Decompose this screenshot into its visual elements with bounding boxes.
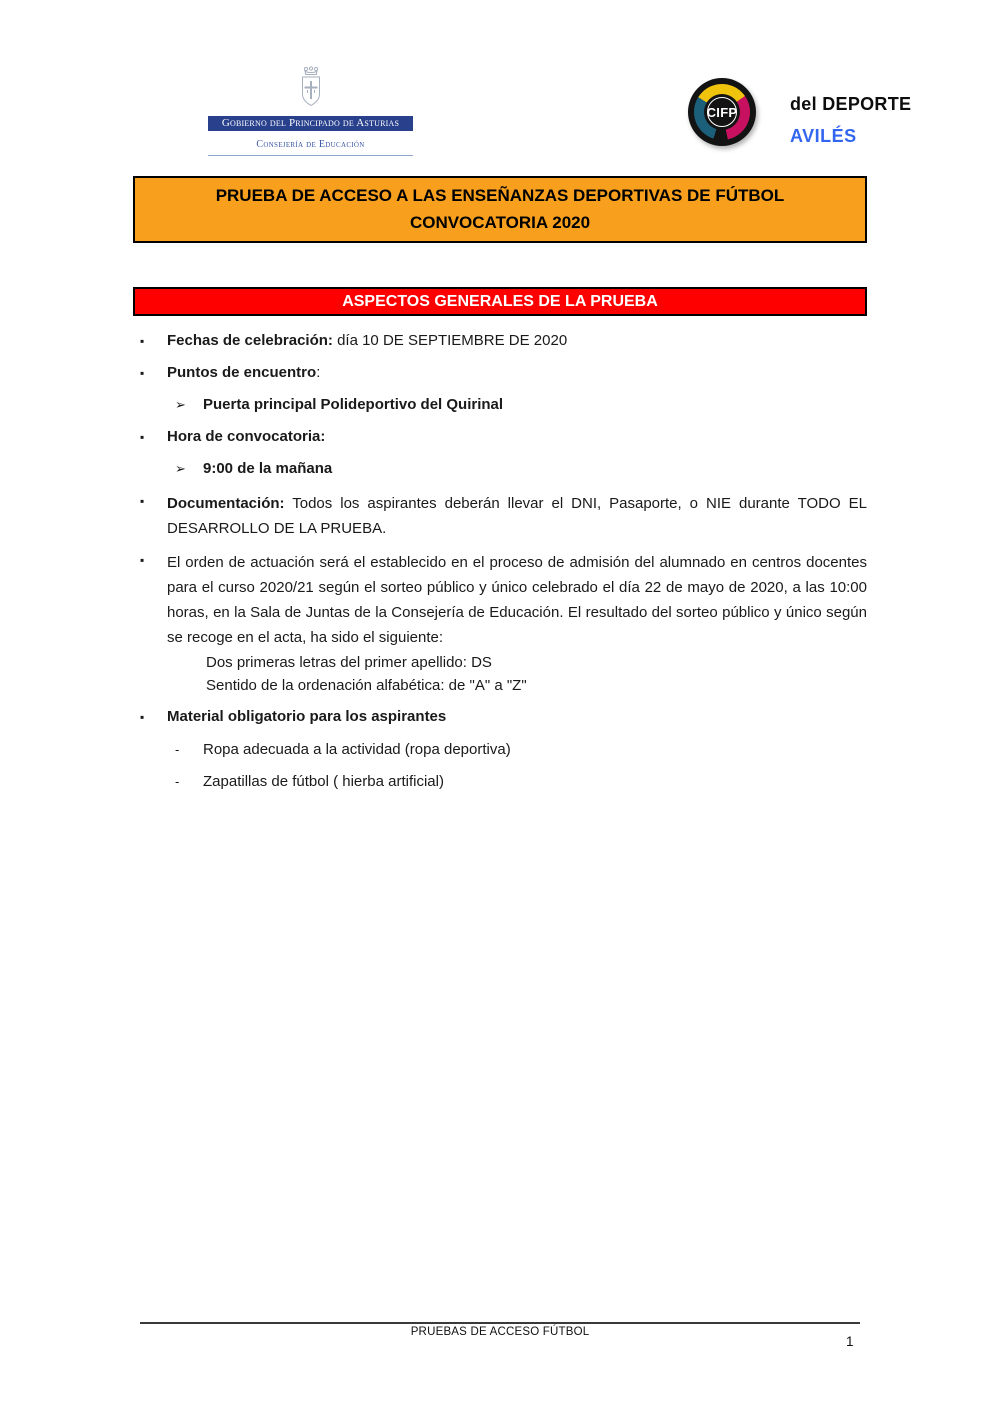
documentacion-value: Todos los aspirantes deberán llevar el DNI, Pasaporte, o NIE durante TODO EL DESARROLLO DE LA PRUEBA. xyxy=(167,495,867,537)
sorteo-line2: Sentido de la ordenación alfabética: de "A" a "Z" xyxy=(206,677,527,694)
title-box xyxy=(133,176,867,243)
footer-title: PRUEBAS DE ACCESO FÚTBOL xyxy=(410,1326,590,1338)
bullet-item-documentacion xyxy=(133,491,867,541)
sorteo-result-block xyxy=(133,651,867,697)
bullet-item-material xyxy=(133,707,867,727)
sub-item-puerta xyxy=(133,395,867,415)
bullet-item-hora xyxy=(133,427,867,447)
square-bullet-icon: ▪ xyxy=(140,334,145,348)
arrow-bullet-icon: ➢ xyxy=(175,397,186,412)
puerta-text: Puerta principal Polideportivo del Quirinal xyxy=(203,396,504,413)
material-item-text: Zapatillas de fútbol ( hierba artificial) xyxy=(203,773,444,790)
material-item-ropa xyxy=(133,740,867,760)
cifp-wordmark-line2: AVILÉS xyxy=(790,126,857,146)
fechas-value: día 10 DE SEPTIEMBRE DE 2020 xyxy=(332,332,568,349)
asturias-coat-of-arms-icon xyxy=(298,66,324,110)
material-label: Material obligatorio para los aspirantes xyxy=(167,708,447,725)
asturias-logo xyxy=(208,66,413,156)
square-bullet-icon: ▪ xyxy=(140,710,145,724)
page-number: 1 xyxy=(846,1334,854,1349)
orden-text: El orden de actuación será el establecido en el proceso de admisión del alumnado en centros docentes para el curso 2020/21 según el sorteo público y único celebrado el día 22 de mayo de 2020, a las 10:00 horas, en la Sala de Juntas de la Consejería de Educación. El resultado del sorteo público y único según se recoge en el acta, ha sido el siguiente: xyxy=(167,554,867,646)
square-bullet-icon: ▪ xyxy=(140,494,145,508)
cifp-wordmark xyxy=(790,94,911,147)
bullet-item-orden xyxy=(133,550,867,650)
bullet-item-fechas xyxy=(133,331,867,351)
document-body xyxy=(133,331,867,804)
material-item-text: Ropa adecuada a la actividad (ropa deportiva) xyxy=(203,741,511,758)
section-header: ASPECTOS GENERALES DE LA PRUEBA xyxy=(133,287,867,316)
cifp-wordmark-line1: del DEPORTE xyxy=(790,94,912,114)
documentacion-label: Documentación: xyxy=(167,495,285,512)
arrow-bullet-icon: ➢ xyxy=(175,461,186,476)
footer-divider xyxy=(140,1322,860,1324)
square-bullet-icon: ▪ xyxy=(140,366,145,380)
dash-bullet-icon: - xyxy=(175,742,180,757)
material-item-zapatillas xyxy=(133,772,867,792)
square-bullet-icon: ▪ xyxy=(140,553,145,567)
hora-label: Hora de convocatoria: xyxy=(167,428,326,445)
title-line2: CONVOCATORIA 2020 xyxy=(409,213,591,233)
fechas-label: Fechas de celebración: xyxy=(167,332,333,349)
puntos-label: Puntos de encuentro xyxy=(167,364,317,381)
square-bullet-icon: ▪ xyxy=(140,430,145,444)
cifp-core xyxy=(704,94,740,130)
dash-bullet-icon: - xyxy=(175,774,180,789)
title-line1: PRUEBA DE ACCESO A LAS ENSEÑANZAS DEPORTIVAS DE FÚTBOL xyxy=(215,185,785,205)
cifp-badge-icon xyxy=(688,78,756,146)
sub-item-hora xyxy=(133,459,867,479)
department-name: Consejería de Educación xyxy=(256,139,365,150)
logo-divider xyxy=(208,155,413,156)
puntos-colon: : xyxy=(316,364,321,381)
sorteo-line1: Dos primeras letras del primer apellido: DS xyxy=(206,654,492,671)
hora-sub-text: 9:00 de la mañana xyxy=(203,460,333,477)
government-name-bar: Gobierno del Principado de Asturias xyxy=(208,116,413,131)
cifp-badge-text: CIFP xyxy=(706,104,738,120)
bullet-item-puntos xyxy=(133,363,867,383)
